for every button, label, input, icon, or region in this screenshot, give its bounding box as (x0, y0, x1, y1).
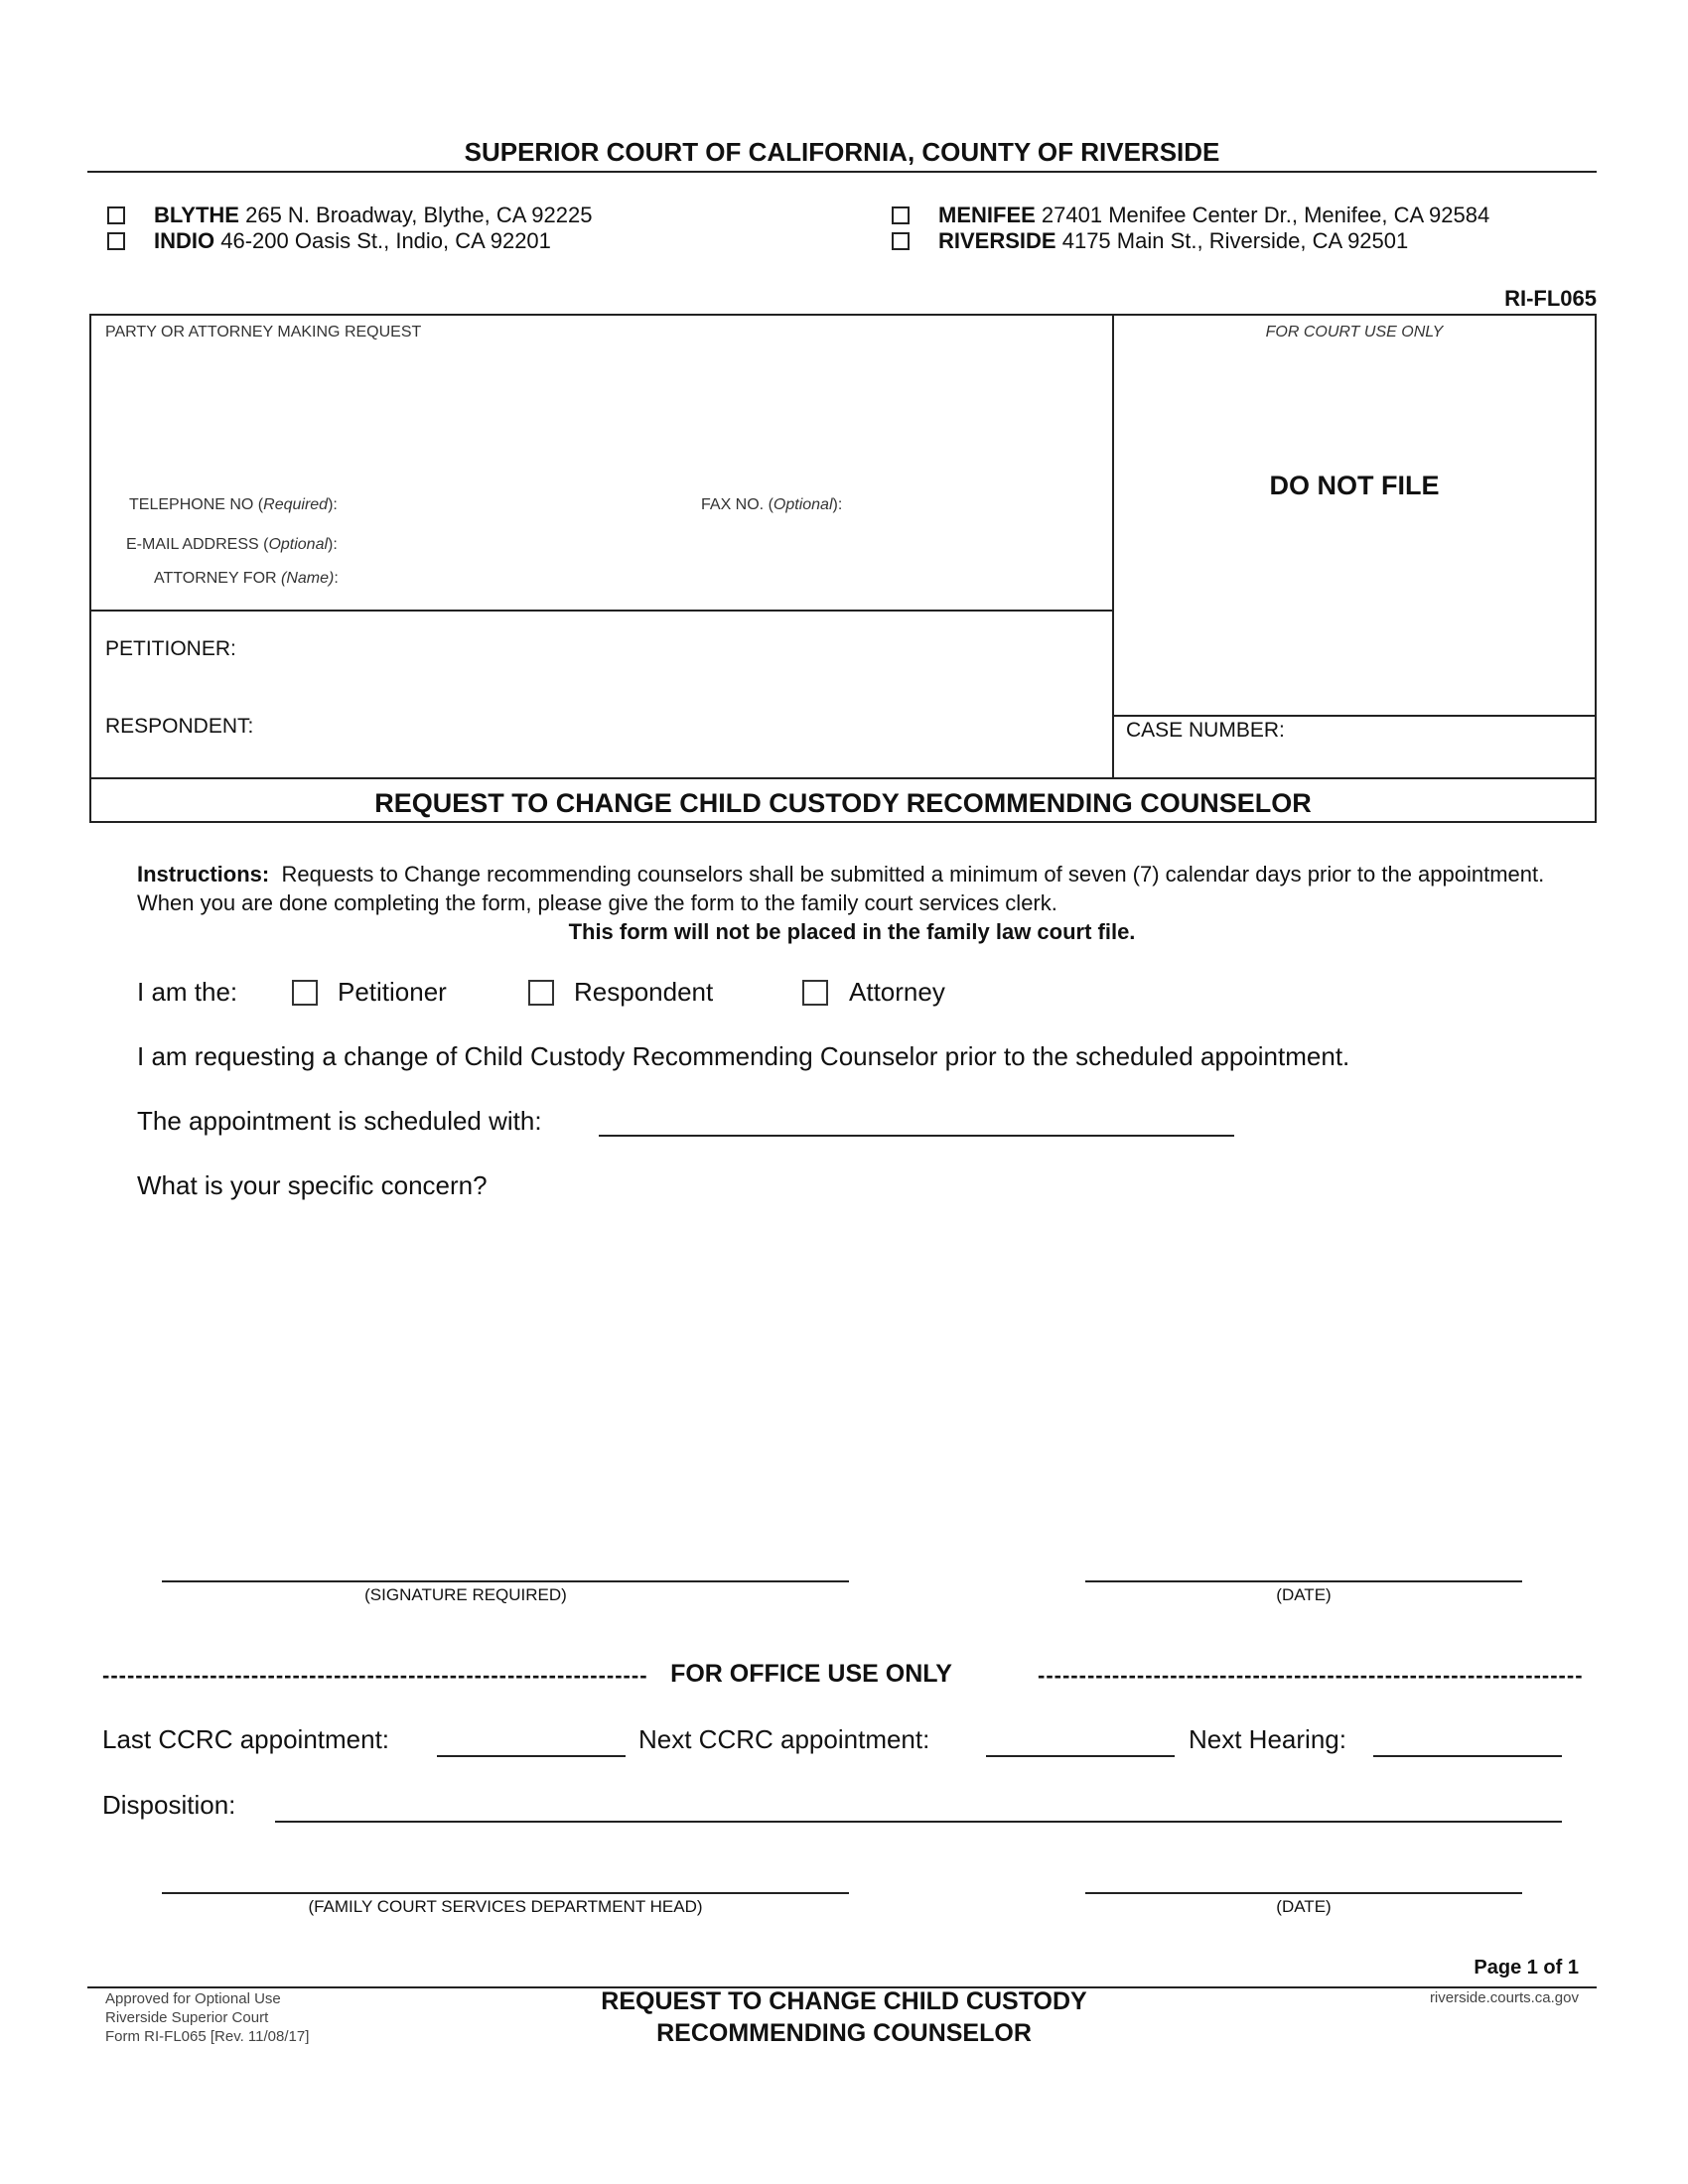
do-not-file: DO NOT FILE (1269, 471, 1440, 500)
disposition-field[interactable] (275, 1821, 1562, 1823)
indio-checkbox[interactable] (107, 232, 125, 250)
form-number: RI-FL065 (1504, 286, 1597, 311)
instructions-label: Instructions: (137, 862, 270, 887)
role-label: I am the: (137, 977, 238, 1007)
signature-caption: (SIGNATURE REQUIRED) (364, 1585, 567, 1604)
blythe-checkbox[interactable] (107, 206, 125, 224)
last-ccrc-label: Last CCRC appointment: (102, 1724, 390, 1754)
office-date-caption: (DATE) (1276, 1897, 1332, 1916)
signature-line[interactable] (162, 1580, 849, 1582)
header-rule (87, 171, 1597, 173)
fax-label[interactable]: FAX NO. (Optional): (701, 496, 843, 513)
caption-vertical-divider (1112, 314, 1114, 778)
petitioner-label[interactable]: PETITIONER: (105, 637, 236, 660)
court-title: SUPERIOR COURT OF CALIFORNIA, COUNTY OF RIVERSIDE (464, 137, 1220, 167)
form-title: REQUEST TO CHANGE CHILD CUSTODY RECOMMENDING COUNSELOR (374, 788, 1312, 818)
respondent-option: Respondent (574, 977, 714, 1007)
respondent-label[interactable]: RESPONDENT: (105, 715, 254, 738)
email-label[interactable]: E-MAIL ADDRESS (Optional): (126, 536, 338, 553)
footer-title (556, 1985, 1132, 2049)
department-head-caption: (FAMILY COURT SERVICES DEPARTMENT HEAD) (308, 1897, 703, 1916)
footer-title-line1: REQUEST TO CHANGE CHILD CUSTODY (601, 1987, 1087, 2015)
location-blythe: BLYTHE 265 N. Broadway, Blythe, CA 92225 (154, 203, 593, 227)
office-dashes-left: ------------------------------------------------------------------ (102, 1663, 648, 1688)
date-caption: (DATE) (1276, 1585, 1332, 1604)
court-use-label: FOR COURT USE ONLY (1265, 324, 1444, 341)
party-divider (89, 610, 1113, 612)
party-label: PARTY OR ATTORNEY MAKING REQUEST (105, 324, 422, 341)
title-divider (89, 777, 1597, 779)
request-statement: I am requesting a change of Child Custody Recommending Counselor prior to the scheduled appointment. (137, 1041, 1350, 1071)
office-dashes-right: ------------------------------------------------------------------ (1038, 1663, 1584, 1688)
footer-approval-line: Riverside Superior Court (105, 2009, 269, 2026)
footer-approval-line: Approved for Optional Use (105, 1990, 281, 2007)
instructions-note: This form will not be placed in the family law court file. (568, 919, 1136, 944)
next-ccrc-field[interactable] (986, 1755, 1175, 1757)
respondent-checkbox[interactable] (528, 980, 554, 1006)
last-ccrc-field[interactable] (437, 1755, 626, 1757)
next-hearing-field[interactable] (1373, 1755, 1562, 1757)
menifee-checkbox[interactable] (892, 206, 910, 224)
concern-area[interactable] (137, 1211, 1547, 1539)
page-number: Page 1 of 1 (1474, 1957, 1579, 1979)
case-number-label[interactable]: CASE NUMBER: (1126, 719, 1285, 742)
petitioner-option: Petitioner (338, 977, 447, 1007)
concern-label: What is your specific concern? (137, 1170, 488, 1200)
footer-website[interactable]: riverside.courts.ca.gov (1429, 1989, 1579, 2006)
instructions (137, 860, 1567, 946)
footer-title-line2: RECOMMENDING COUNSELOR (656, 2019, 1032, 2047)
next-ccrc-label: Next CCRC appointment: (638, 1724, 930, 1754)
case-number-divider (1112, 715, 1597, 717)
appointment-field[interactable] (599, 1135, 1234, 1137)
telephone-label[interactable]: TELEPHONE NO (Required): (129, 496, 338, 513)
location-indio: INDIO 46-200 Oasis St., Indio, CA 92201 (154, 228, 551, 253)
date-line[interactable] (1085, 1580, 1522, 1582)
footer-approval-line: Form RI-FL065 [Rev. 11/08/17] (105, 2028, 310, 2045)
office-use-label: FOR OFFICE USE ONLY (670, 1660, 952, 1688)
petitioner-checkbox[interactable] (292, 980, 318, 1006)
next-hearing-label: Next Hearing: (1189, 1724, 1346, 1754)
attorney-for-label[interactable]: ATTORNEY FOR (Name): (154, 570, 339, 587)
riverside-checkbox[interactable] (892, 232, 910, 250)
attorney-option: Attorney (849, 977, 945, 1007)
caption-box (89, 314, 1597, 823)
disposition-label: Disposition: (102, 1790, 236, 1820)
appointment-label: The appointment is scheduled with: (137, 1106, 542, 1136)
department-head-line[interactable] (162, 1892, 849, 1894)
location-menifee: MENIFEE 27401 Menifee Center Dr., Menifee, CA 92584 (938, 203, 1490, 227)
office-date-line[interactable] (1085, 1892, 1522, 1894)
instructions-text: Requests to Change recommending counselors shall be submitted a minimum of seven (7) calendar days prior to the appointment. When you are done completing the form, please give the form to the family court services clerk. (137, 862, 1545, 915)
footer-approval (105, 1989, 309, 2046)
location-riverside: RIVERSIDE 4175 Main St., Riverside, CA 92501 (938, 228, 1409, 253)
attorney-checkbox[interactable] (802, 980, 828, 1006)
